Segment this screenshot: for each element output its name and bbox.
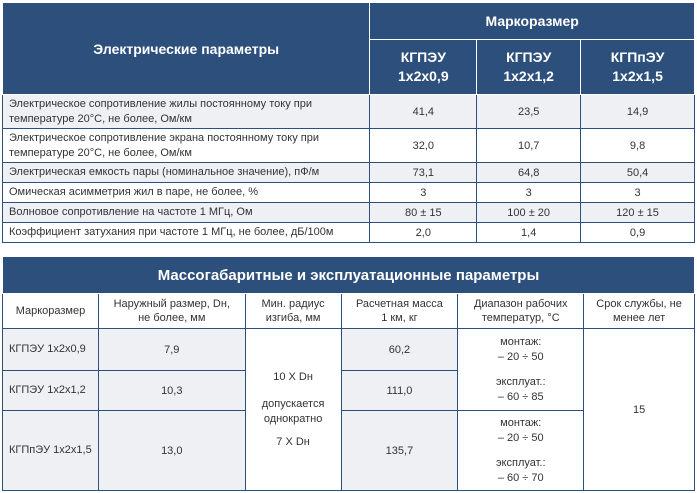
- parameter-name: Электрическое сопротивление жилы постоянному току при температуре 20°С, не более, Ом/км: [3, 95, 370, 129]
- table-cell: 3: [370, 183, 477, 203]
- mass-operational-parameters-title: Массогабаритные и эксплуатационные параметры: [3, 257, 695, 294]
- mass-operational-parameters-table: [2, 256, 695, 491]
- size-header: Маркоразмер: [370, 3, 695, 40]
- parameter-name: Коэффициент затухания при частоте 1 МГц, не более, дБ/100м: [3, 223, 370, 243]
- mass-cell: 60,2: [341, 329, 458, 371]
- size-name: КГПпЭУ 1х2х1,5: [3, 411, 99, 491]
- table-cell: 9,8: [581, 129, 695, 163]
- column-header: КГПЭУ 1х2х1,2: [477, 40, 581, 95]
- table-row: [3, 129, 695, 163]
- table-cell: 120 ± 15: [581, 203, 695, 223]
- temperature-range-cell: монтаж: – 20 ÷ 50 эксплуат.: – 60 ÷ 70: [458, 411, 584, 491]
- table-row: [3, 163, 695, 183]
- service-life-cell: 15: [584, 329, 695, 491]
- column-header: Наружный размер, Dн, не более, мм: [98, 294, 245, 329]
- table-row: [3, 329, 695, 371]
- table-row: [3, 223, 695, 243]
- column-header: КГПЭУ 1х2х0,9: [370, 40, 477, 95]
- diameter-cell: 7,9: [98, 329, 245, 371]
- bend-radius-cell: 10 Х Dн допускается однократно 7 Х Dн: [245, 329, 341, 491]
- table-cell: 50,4: [581, 163, 695, 183]
- table-cell: 41,4: [370, 95, 477, 129]
- table-cell: 100 ± 20: [477, 203, 581, 223]
- table-cell: 32,0: [370, 129, 477, 163]
- table-cell: 14,9: [581, 95, 695, 129]
- parameter-name: Омическая асимметрия жил в паре, не более, %: [3, 183, 370, 203]
- mass-cell: 111,0: [341, 371, 458, 411]
- table-cell: 10,7: [477, 129, 581, 163]
- electrical-parameters-title: Электрические параметры: [3, 3, 370, 95]
- table-row: [3, 95, 695, 129]
- column-header: Маркоразмер: [3, 294, 99, 329]
- column-header: Расчетная масса 1 км, кг: [341, 294, 458, 329]
- column-header: Срок службы, не менее лет: [584, 294, 695, 329]
- table-cell: 0,9: [581, 223, 695, 243]
- parameter-name: Волновое сопротивление на частоте 1 МГц, Ом: [3, 203, 370, 223]
- table-cell: 3: [477, 183, 581, 203]
- table-cell: 3: [581, 183, 695, 203]
- mass-cell: 135,7: [341, 411, 458, 491]
- size-name: КГПЭУ 1х2х0,9: [3, 329, 99, 371]
- table-cell: 1,4: [477, 223, 581, 243]
- diameter-cell: 10,3: [98, 371, 245, 411]
- size-name: КГПЭУ 1х2х1,2: [3, 371, 99, 411]
- diameter-cell: 13,0: [98, 411, 245, 491]
- table-cell: 80 ± 15: [370, 203, 477, 223]
- parameter-name: Электрическая емкость пары (номинальное значение), пФ/м: [3, 163, 370, 183]
- table-cell: 64,8: [477, 163, 581, 183]
- electrical-parameters-table: [2, 2, 695, 243]
- table-row: [3, 183, 695, 203]
- table-cell: 73,1: [370, 163, 477, 183]
- column-header: КГПпЭУ 1х2х1,5: [581, 40, 695, 95]
- parameter-name: Электрическое сопротивление экрана постоянному току при температуре 20°С, не более, Ом/км: [3, 129, 370, 163]
- column-header: Мин. радиус изгиба, мм: [245, 294, 341, 329]
- table-cell: 2,0: [370, 223, 477, 243]
- temperature-range-cell: монтаж: – 20 ÷ 50 эксплуат.: – 60 ÷ 85: [458, 329, 584, 411]
- table-cell: 23,5: [477, 95, 581, 129]
- table-row: [3, 203, 695, 223]
- column-header: Диапазон рабочих температур, °С: [458, 294, 584, 329]
